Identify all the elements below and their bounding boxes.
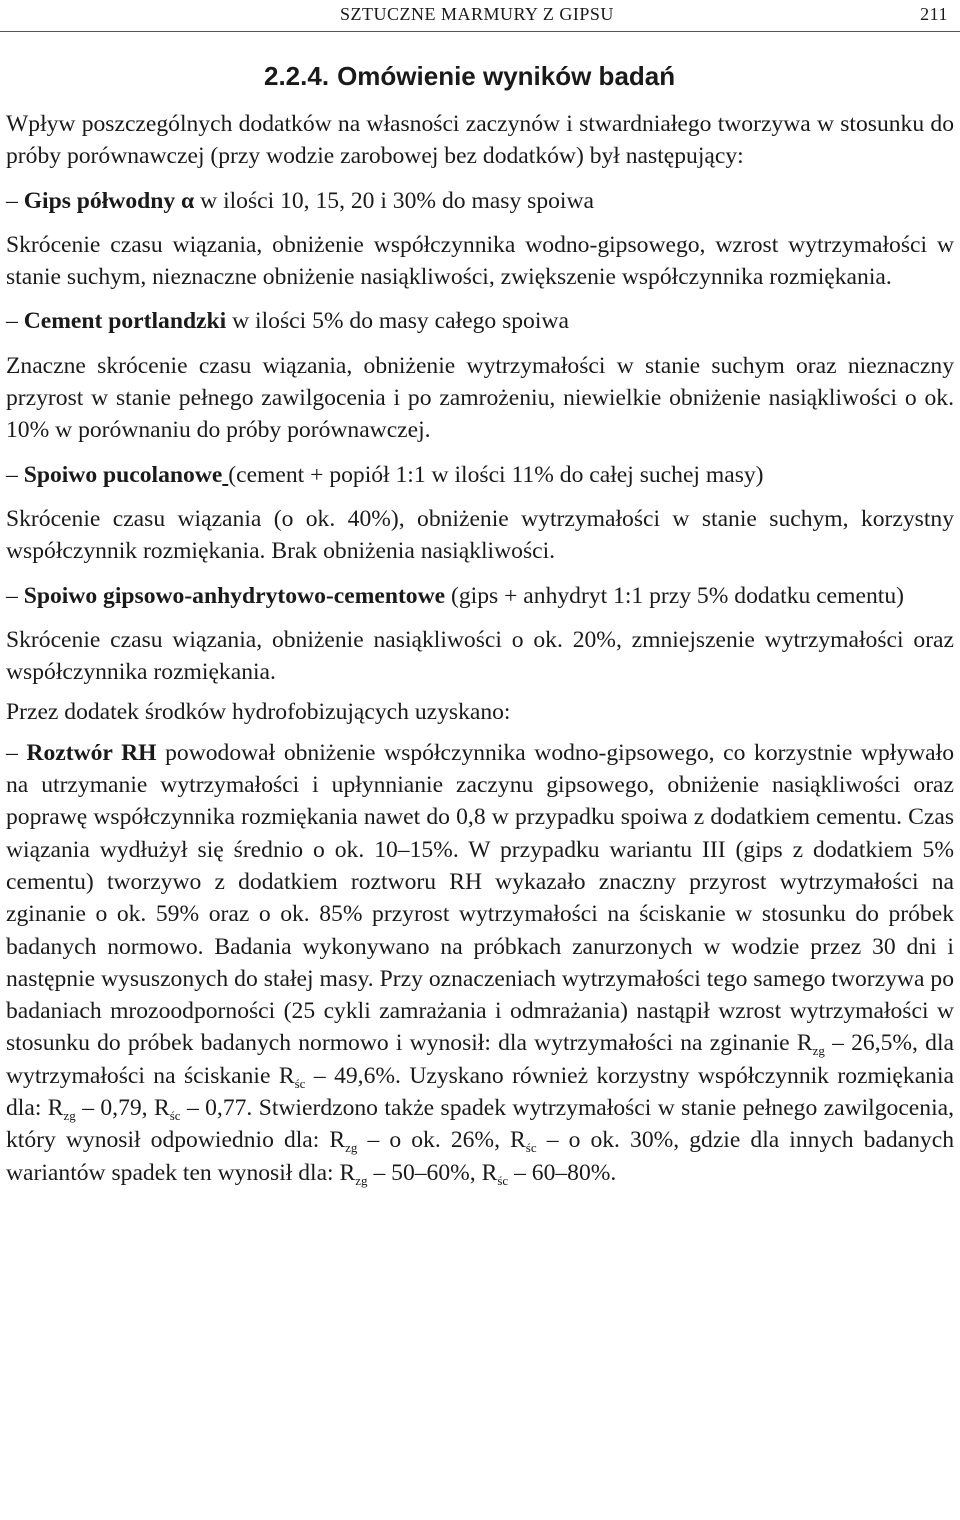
rh-text: – 0,79, [75,1095,154,1122]
list-dash: – [6,739,27,766]
list-item-spoiwo-gipsowo-anhydrytowo-cementowe [6,580,954,612]
symbol-r: R [510,1127,526,1154]
page-number: 211 [920,4,948,24]
rh-text: powodował obniżenie współczynnika wodno-gipsowego, co korzystnie wpływało na utrzymanie wytrzymałości i upłynnianie zaczynu gipsowego, obniżenie nasiąkliwości oraz poprawę współczynnika rozmiękania nawet do 0,8 w przypadku spoiwa z dodatkiem cementu. Czas wiązania wydłużył się średnio o ok. 10–15%. W przypadku wariantu III (gips z dodatkiem 5% cementu) tworzywo z dodatkiem roztworu RH wykazało znaczny przyrost wytrzymałości na zginanie o ok. 59% oraz o ok. 85% przyrost wytrzymałości na ściskanie w stosunku do próbek badanych normowo. Badania wykonywano na próbkach zanurzonych w wodzie przez 30 dni i następnie wysuszonych do stałej masy. Przy oznaczeniach wytrzymałości tego samego tworzywa po badaniach mrozoodporności (25 cykli zamrażania i odmrażania) nastąpił wzrost wytrzymałości w stosunku do próbek badanych normowo i wynosił: dla wytrzymałości na zginanie [6,739,954,1057]
subscript-zg: zg [345,1140,358,1156]
list-dash: – [6,308,24,335]
intro-paragraph: Wpływ poszczególnych dodatków na własności zaczynów i stwardniałego tworzywa w stosunku do próby porównawczej (przy wodzie zarobowej bez dodatków) był następujący: [6,111,954,170]
item-detail: w ilości 10, 15, 20 i 30% do masy spoiwa [194,187,594,214]
item-description: Skrócenie czasu wiązania (o ok. 40%), obniżenie wytrzymałości w stanie suchym, korzystny współczynnik rozmiękania. Brak obniżenia nasiąkliwości. [6,505,954,565]
item-detail: (gips + anhydryt 1:1 przy 5% dodatku cementu) [445,582,904,609]
symbol-r: R [278,1062,295,1089]
list-item-roztwor-rh [6,737,954,1189]
rh-text: – o ok. 26%, [357,1127,511,1154]
subscript-zg: zg [355,1172,368,1188]
list-item-cement-portlandzki [6,305,954,337]
subscript-sc: śc [294,1075,306,1091]
subscript-sc: śc [525,1140,537,1156]
running-title: SZTUCZNE MARMURY Z GIPSU [340,4,614,24]
subscript-zg: zg [63,1108,76,1124]
rh-text: – 60–80%. [508,1159,617,1186]
item-description: Skrócenie czasu wiązania, obniżenie nasiąkliwości o ok. 20%, zmniejszenie wytrzymałości oraz współczynnika rozmiękania. [6,626,954,686]
symbol-r: R [153,1095,170,1122]
list-item-spoiwo-pucolanowe [6,459,954,491]
list-dash: – [6,461,24,488]
page-content [6,60,954,1189]
rh-text: – 49,6%. Uzyskano również korzystny współczynnik rozmiękania dla: [6,1062,954,1122]
rh-text: – 50–60%, [367,1159,482,1186]
header-rule [0,31,960,32]
symbol-r: R [329,1127,346,1154]
list-dash: – [6,187,24,214]
item-name: Roztwór RH [26,739,157,766]
item-detail: (cement + popiół 1:1 w ilości 11% do całej suchej masy) [228,461,764,488]
subscript-sc: śc [169,1108,181,1124]
hydrophobic-intro: Przez dodatek środków hydrofobizujących uzyskano: [6,699,511,726]
rh-text: – o ok. 30%, gdzie dla innych badanych wariantów spadek ten wynosił dla: [6,1127,954,1186]
symbol-r: R [796,1030,813,1057]
item-name: Spoiwo pucolanowe [23,461,223,488]
running-header [0,0,960,30]
item-description: Znaczne skrócenie czasu wiązania, obniżenie wytrzymałości w stanie suchym oraz nieznaczny przyrost w stanie pełnego zawilgocenia i po zamrożeniu, niewielkie obniżenie nasiąkliwości o ok. 10% w porównaniu do próby porównawczej. [6,352,954,444]
item-name: Cement portlandzki [23,308,227,335]
item-name: Gips półwodny α [23,187,195,214]
symbol-r: R [339,1159,356,1186]
section-heading [6,60,954,92]
rh-text: – 26,5%, dla wytrzymałości na ściskanie [6,1030,954,1089]
symbol-r: R [47,1095,64,1122]
section-number: 2.2.4. [264,61,330,91]
subscript-zg: zg [812,1043,825,1059]
subscript-sc: śc [497,1172,509,1188]
list-dash: – [6,582,24,609]
list-item-gips-polwodny [6,185,954,217]
item-detail: w ilości 5% do masy całego spoiwa [226,308,569,335]
rh-text: – 0,77. Stwierdzono także spadek wytrzymałości w stanie pełnego zawilgocenia, który wynosił odpowiednio dla: [6,1095,954,1154]
item-name: Spoiwo gipsowo-anhydrytowo-cementowe [23,582,446,609]
symbol-r: R [481,1159,498,1186]
item-description: Skrócenie czasu wiązania, obniżenie współczynnika wodno-gipsowego, wzrost wytrzymałości w stanie suchym, nieznaczne obniżenie nasiąkliwości, zwiększenie współczynnika rozmiękania. [6,231,954,291]
section-title: Omówienie wyników badań [337,61,676,91]
